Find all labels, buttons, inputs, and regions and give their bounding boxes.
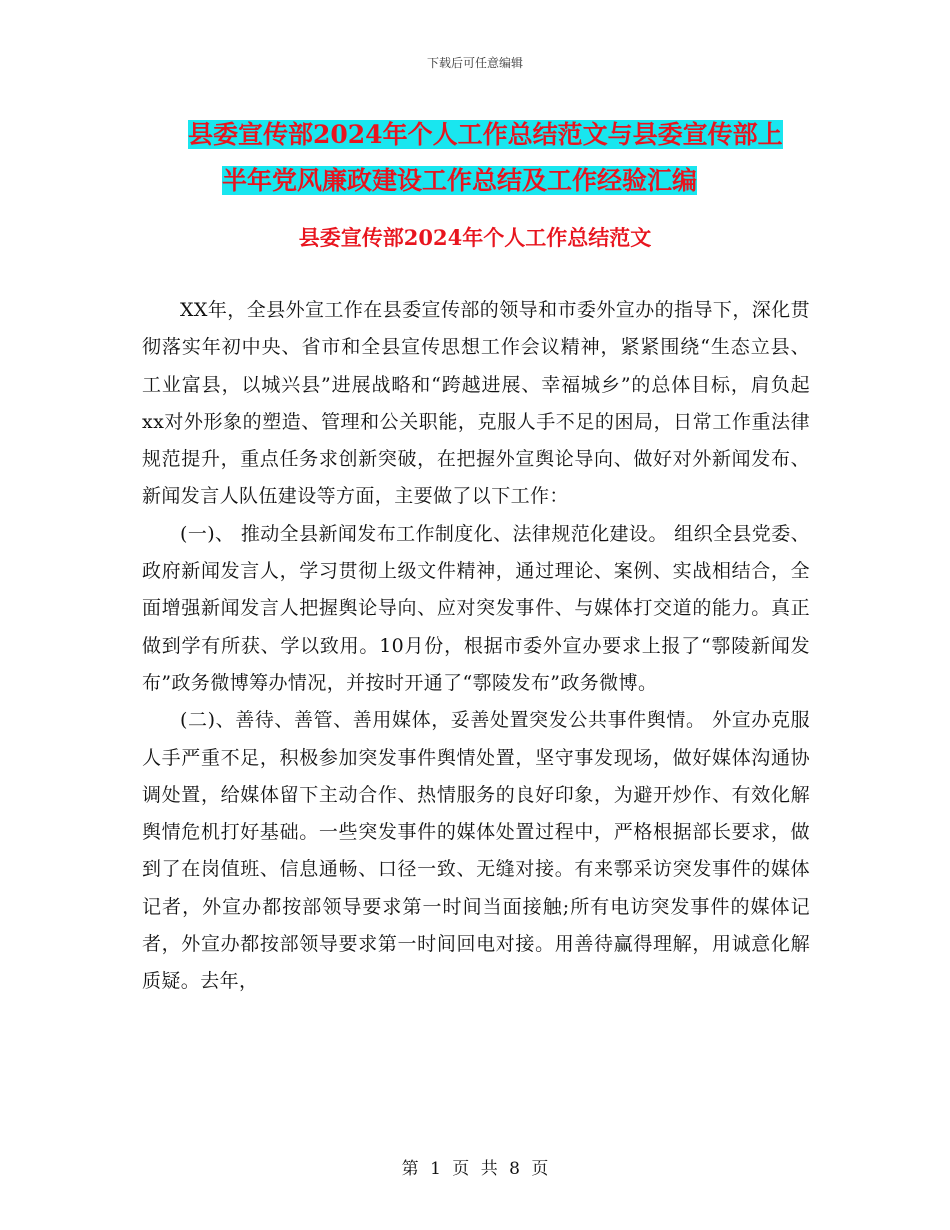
body-text	[142, 292, 810, 1001]
page-number-footer: 第 1 页 共 8 页	[401, 1159, 549, 1179]
paragraph-item-2: (二)、善待、善管、善用媒体，妥善处置突发公共事件舆情。 外宣办克服人手严重不足，积极参加突发事件舆情处置，坚守事发现场，做好媒体沟通协调处置，给媒体留下主动合作、热情服务的良好印象，为避开炒作、有效化解舆情危机打好基础。一些突发事件的媒体处置过程中，严格根据部长要求，做到了在岗值班、信息通畅、口径一致、无缝对接。有来鄠采访突发事件的媒体记者，外宣办都按部领导要求第一时间当面接触;所有电访突发事件的媒体记者，外宣办都按部领导要求第一时间回电对接。用善待赢得理解，用诚意化解质疑。去年，	[142, 709, 810, 993]
section-subtitle: 县委宣传部2024年个人工作总结范文	[298, 225, 652, 250]
paragraph-intro: XX年，全县外宣工作在县委宣传部的领导和市委外宣办的指导下，深化贯彻落实年初中央、省市和全县宣传思想工作会议精神，紧紧围绕“生态立县、工业富县，以城兴县”进展战略和“跨越进展、幸福城乡”的总体目标，肩负起xx对外形象的塑造、管理和公关职能，克服人手不足的困局，日常工作重法律规范提升，重点任务求创新突破，在把握外宣舆论导向、做好对外新闻发布、新闻发言人队伍建设等方面，主要做了以下工作：	[142, 299, 810, 508]
title-line-1: 县委宣传部2024年个人工作总结范文与县委宣传部上	[188, 120, 783, 149]
document-title	[140, 112, 840, 204]
paragraph-item-1: (一)、 推动全县新闻发布工作制度化、法律规范化建设。 组织全县党委、政府新闻发言人，学习贯彻上级文件精神，通过理论、案例、实战相结合，全面增强新闻发言人把握舆论导向、应对突发事件、与媒体打交道的能力。真正做到学有所获、学以致用。10月份，根据市委外宣办要求上报了“鄠陵新闻发布”政务微博筹办情况，并按时开通了“鄠陵发布”政务微博。	[142, 522, 810, 694]
header-note: 下载后可任意编辑	[426, 56, 523, 70]
title-line-2: 半年党风廉政建设工作总结及工作经验汇编	[222, 166, 698, 195]
